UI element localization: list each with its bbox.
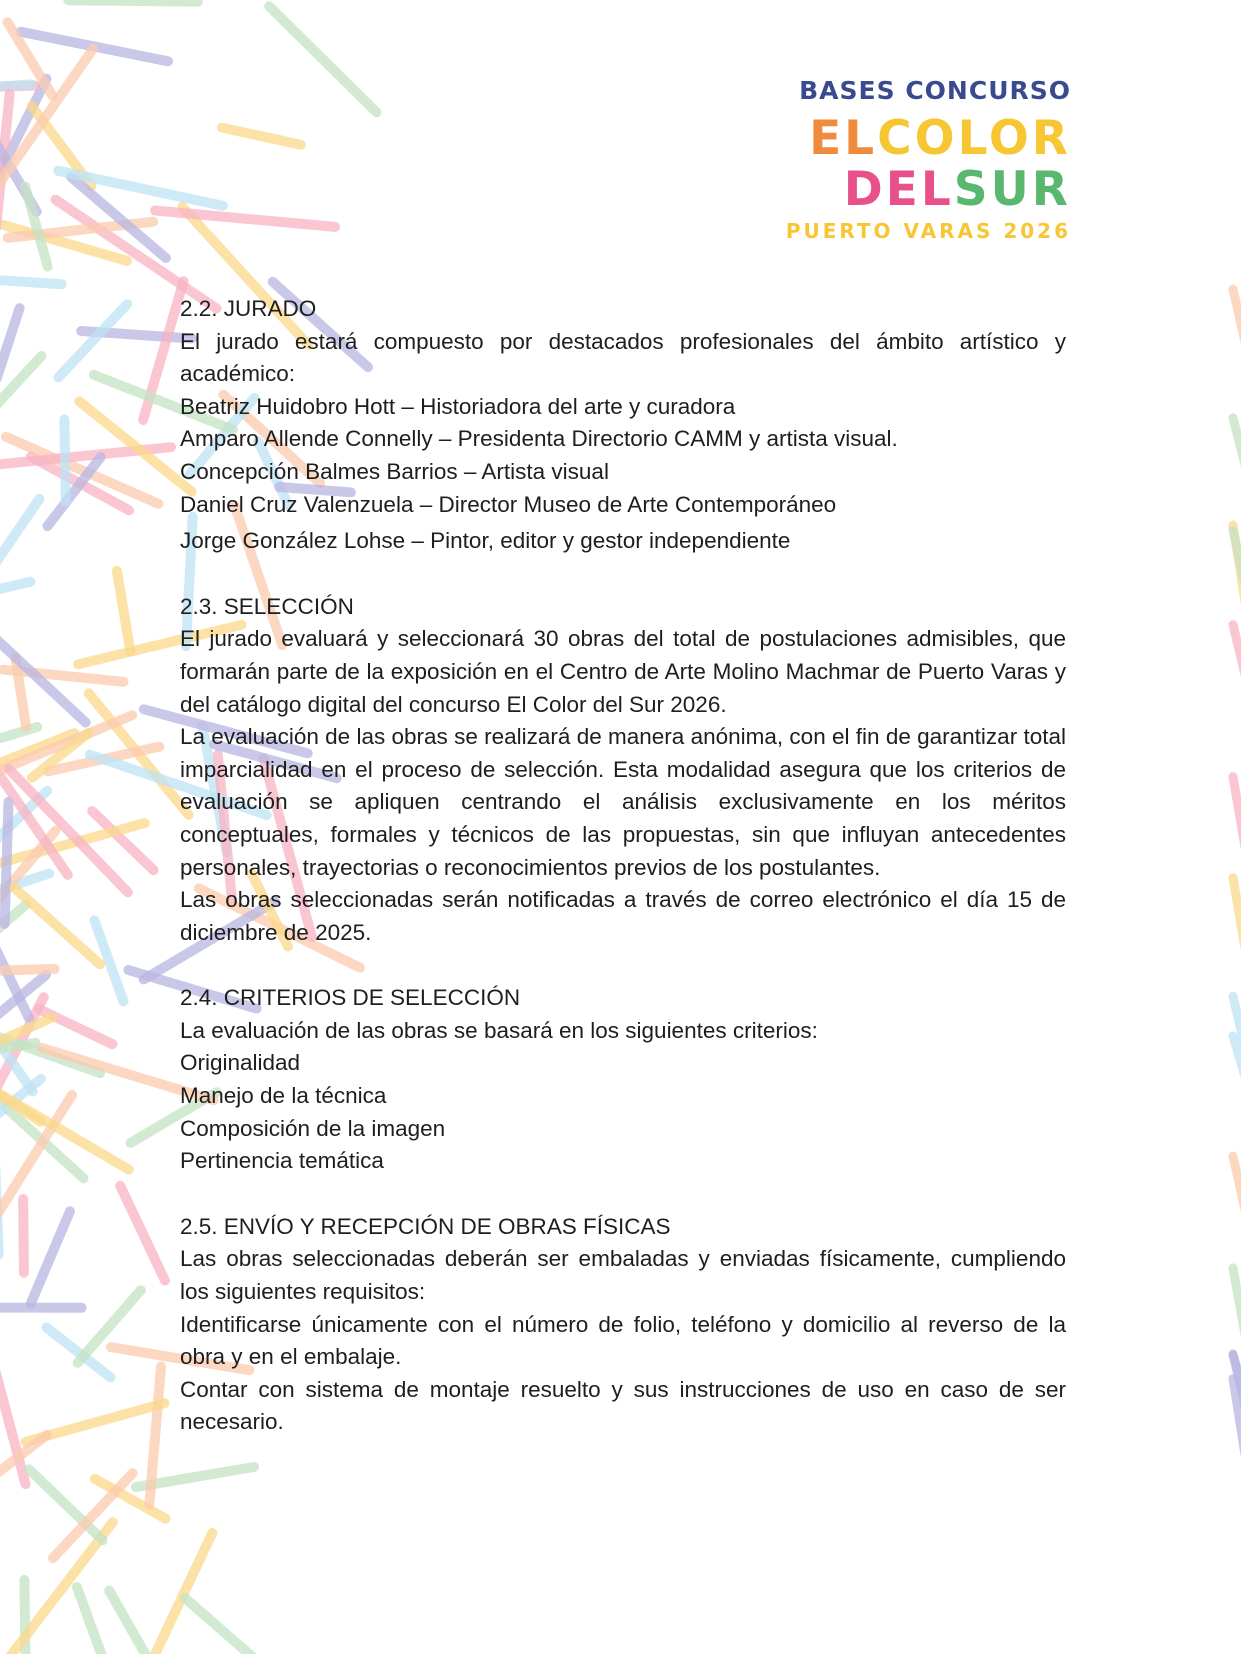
logo-line-2 [786,164,1071,215]
confetti-stick [1233,625,1241,675]
confetti-stick [1233,1268,1241,1335]
confetti-stick [25,186,48,266]
criteria-list [180,1047,1066,1177]
section-paragraph: La evaluación de las obras se basará en los siguientes criterios: [180,1017,818,1043]
confetti-stick [68,0,198,2]
jury-list [180,391,1066,558]
logo-word-sur: SUR [953,162,1071,217]
confetti-stick [222,128,301,145]
confetti-stick [0,308,20,378]
section-heading: 2.5. ENVÍO Y RECEPCIÓN DE OBRAS FÍSICAS [180,1213,671,1239]
contest-logo [786,78,1071,241]
section-criterios [180,982,1066,1178]
confetti-stick [23,1199,24,1273]
confetti-stick [0,969,55,971]
list-item: Jorge González Lohse – Pintor, editor y gestor independiente [180,528,791,554]
confetti-stick [1233,1156,1241,1210]
section-paragraph: Las obras seleccionadas serán notificadas a través de correo electrónico el día 15 de diciembre de 2025. [180,887,1066,945]
logo-word-del: DEL [843,162,954,217]
confetti-stick [77,1587,103,1654]
list-item: Pertinencia temática [180,1148,384,1174]
confetti-stick [64,419,65,501]
logo-word-el: EL [809,111,878,166]
confetti-stick [0,279,62,284]
confetti-stick [117,571,130,652]
section-paragraph: Identificarse únicamente con el número de folio, teléfono y domicilio al reverso de la obra y en el embalaje. [180,1311,1066,1370]
document-body [180,293,1066,1472]
list-item: Manejo de la técnica [180,1083,387,1109]
confetti-stick [31,1211,70,1303]
section-paragraph: El jurado estará compuesto por destacados profesionales del ámbito artístico y académico: [180,328,1066,387]
list-item: Originalidad [180,1050,301,1076]
section-paragraph: El jurado evaluará y seleccionará 30 obras del total de postulaciones admisibles, que formarán parte de la exposición en el Centro de Arte Molino Machmar de Puerto Varas y del catálogo digital del concurso El Color del Sur 2026. [180,626,1066,717]
section-jurado [180,293,1066,558]
confetti-stick [155,211,335,227]
section-heading: 2.2. JURADO [180,296,317,321]
list-item: Amparo Allende Connelly – Presidenta Directorio CAMM y artista visual. [180,426,898,452]
confetti-stick [1233,777,1241,847]
confetti-stick [1233,878,1241,949]
confetti-stick [14,888,100,964]
logo-line-1 [786,113,1071,164]
confetti-stick [0,499,40,654]
list-item: Beatriz Huidobro Hott – Historiadora del arte y curadora [180,393,736,419]
section-heading: 2.3. SELECCIÓN [180,593,354,619]
confetti-stick [185,1598,329,1654]
section-envio [180,1211,1066,1439]
confetti-stick [59,304,128,377]
list-item: Concepción Balmes Barrios – Artista visual [180,458,609,484]
logo-subtitle: PUERTO VARAS 2026 [785,219,1071,243]
confetti-stick [1233,289,1241,342]
section-heading: 2.4. CRITERIOS DE SELECCIÓN [180,985,521,1011]
confetti-stick [120,1186,165,1281]
section-paragraph: La evaluación de las obras se realizará de manera anónima, con el fin de garantizar total imparcialidad en el proceso de selección. Esta modalidad asegura que los criterios de evaluación se apliquen centrando el análisis exclusivamente en los méritos conceptuales, formales y técnicos de las propuestas, sin que influyan antecedentes personales, trayectorias o reconocimientos previos de los postulantes. [180,724,1066,880]
logo-kicker: BASES CONCURSO [799,76,1071,105]
section-seleccion [180,591,1066,950]
section-paragraph: Las obras seleccionadas deberán ser embaladas y enviadas físicamente, cumpliendo los siguientes requisitos: [180,1246,1066,1305]
confetti-stick [269,6,376,112]
confetti-stick [141,1533,212,1654]
list-item: Daniel Cruz Valenzuela – Director Museo de Arte Contemporáneo [180,491,837,517]
confetti-stick [0,582,30,601]
confetti-stick [5,802,9,924]
list-item: Composición de la imagen [180,1115,446,1141]
logo-word-color: COLOR [877,111,1071,166]
section-paragraph: Contar con sistema de montaje resuelto y sus instrucciones de uso en caso de ser necesario. [180,1376,1066,1435]
confetti-stick [1233,418,1241,465]
